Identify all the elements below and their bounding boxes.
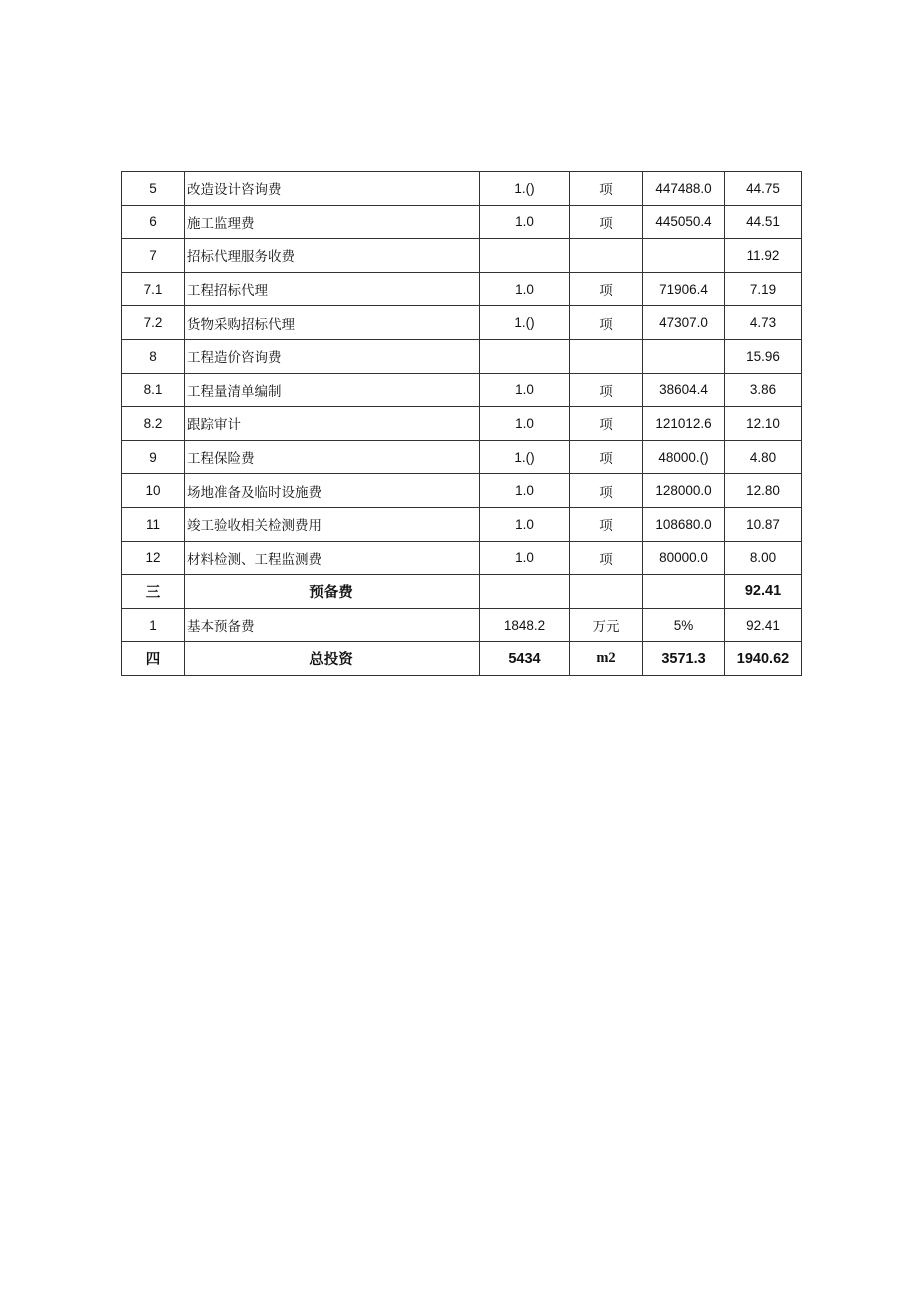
unit-cell: 项	[570, 272, 643, 306]
table-row	[122, 306, 802, 340]
row-number-cell: 7.1	[122, 272, 185, 306]
unit-cell: 项	[570, 407, 643, 441]
quantity-cell	[480, 339, 570, 373]
unit-price-cell	[643, 575, 725, 609]
unit-price-cell: 80000.0	[643, 541, 725, 575]
investment-table	[121, 171, 802, 676]
table-row	[122, 507, 802, 541]
table-row	[122, 272, 802, 306]
amount-cell: 8.00	[725, 541, 802, 575]
unit-cell: m2	[570, 642, 643, 676]
table-row	[122, 172, 802, 206]
item-name-cell: 基本预备费	[185, 608, 480, 642]
item-name-cell: 货物采购招标代理	[185, 306, 480, 340]
quantity-cell: 1.()	[480, 440, 570, 474]
item-name-cell: 施工监理费	[185, 205, 480, 239]
quantity-cell: 1848.2	[480, 608, 570, 642]
unit-cell: 项	[570, 373, 643, 407]
quantity-cell: 1.0	[480, 474, 570, 508]
table-row	[122, 642, 802, 676]
amount-cell: 12.10	[725, 407, 802, 441]
unit-cell: 项	[570, 507, 643, 541]
table-row	[122, 239, 802, 273]
amount-cell: 7.19	[725, 272, 802, 306]
unit-cell: 项	[570, 172, 643, 206]
row-number-cell: 5	[122, 172, 185, 206]
quantity-cell: 1.0	[480, 272, 570, 306]
quantity-cell: 1.0	[480, 407, 570, 441]
amount-cell: 92.41	[725, 608, 802, 642]
item-name-cell: 跟踪审计	[185, 407, 480, 441]
unit-price-cell: 3571.3	[643, 642, 725, 676]
row-number-cell: 三	[122, 575, 185, 609]
unit-cell	[570, 339, 643, 373]
unit-price-cell: 445050.4	[643, 205, 725, 239]
quantity-cell: 1.()	[480, 172, 570, 206]
table-row	[122, 575, 802, 609]
table-row	[122, 373, 802, 407]
row-number-cell: 9	[122, 440, 185, 474]
amount-cell: 12.80	[725, 474, 802, 508]
quantity-cell: 5434	[480, 642, 570, 676]
quantity-cell: 1.0	[480, 205, 570, 239]
unit-cell: 项	[570, 474, 643, 508]
amount-cell: 44.51	[725, 205, 802, 239]
table-row	[122, 407, 802, 441]
amount-cell: 92.41	[725, 575, 802, 609]
unit-cell: 项	[570, 440, 643, 474]
quantity-cell: 1.0	[480, 373, 570, 407]
table-row	[122, 440, 802, 474]
item-name-cell: 场地准备及临时设施费	[185, 474, 480, 508]
amount-cell: 4.80	[725, 440, 802, 474]
item-name-cell: 改造设计咨询费	[185, 172, 480, 206]
unit-price-cell: 108680.0	[643, 507, 725, 541]
amount-cell: 3.86	[725, 373, 802, 407]
unit-price-cell: 128000.0	[643, 474, 725, 508]
quantity-cell	[480, 575, 570, 609]
item-name-cell: 工程保险费	[185, 440, 480, 474]
amount-cell: 10.87	[725, 507, 802, 541]
table-row	[122, 541, 802, 575]
table-row	[122, 205, 802, 239]
item-name-cell: 工程量清单编制	[185, 373, 480, 407]
item-name-cell: 材料检测、工程监测费	[185, 541, 480, 575]
row-number-cell: 7.2	[122, 306, 185, 340]
row-number-cell: 8.1	[122, 373, 185, 407]
unit-price-cell	[643, 239, 725, 273]
unit-price-cell: 447488.0	[643, 172, 725, 206]
unit-price-cell: 5%	[643, 608, 725, 642]
quantity-cell: 1.0	[480, 541, 570, 575]
unit-price-cell	[643, 339, 725, 373]
unit-price-cell: 47307.0	[643, 306, 725, 340]
amount-cell: 1940.62	[725, 642, 802, 676]
amount-cell: 4.73	[725, 306, 802, 340]
item-name-cell: 工程招标代理	[185, 272, 480, 306]
row-number-cell: 6	[122, 205, 185, 239]
amount-cell: 15.96	[725, 339, 802, 373]
table-row	[122, 474, 802, 508]
unit-price-cell: 71906.4	[643, 272, 725, 306]
quantity-cell: 1.()	[480, 306, 570, 340]
row-number-cell: 1	[122, 608, 185, 642]
table-row	[122, 608, 802, 642]
quantity-cell: 1.0	[480, 507, 570, 541]
unit-price-cell: 38604.4	[643, 373, 725, 407]
amount-cell: 44.75	[725, 172, 802, 206]
unit-cell: 项	[570, 306, 643, 340]
item-name-cell: 招标代理服务收费	[185, 239, 480, 273]
row-number-cell: 11	[122, 507, 185, 541]
row-number-cell: 12	[122, 541, 185, 575]
table-body	[122, 172, 802, 676]
item-name-cell: 总投资	[185, 642, 480, 676]
unit-cell	[570, 575, 643, 609]
unit-cell: 项	[570, 205, 643, 239]
row-number-cell: 四	[122, 642, 185, 676]
item-name-cell: 预备费	[185, 575, 480, 609]
unit-price-cell: 121012.6	[643, 407, 725, 441]
unit-price-cell: 48000.()	[643, 440, 725, 474]
unit-cell: 项	[570, 541, 643, 575]
item-name-cell: 竣工验收相关检测费用	[185, 507, 480, 541]
row-number-cell: 10	[122, 474, 185, 508]
unit-cell: 万元	[570, 608, 643, 642]
unit-cell	[570, 239, 643, 273]
item-name-cell: 工程造价咨询费	[185, 339, 480, 373]
row-number-cell: 8	[122, 339, 185, 373]
row-number-cell: 7	[122, 239, 185, 273]
quantity-cell	[480, 239, 570, 273]
row-number-cell: 8.2	[122, 407, 185, 441]
amount-cell: 11.92	[725, 239, 802, 273]
table-row	[122, 339, 802, 373]
